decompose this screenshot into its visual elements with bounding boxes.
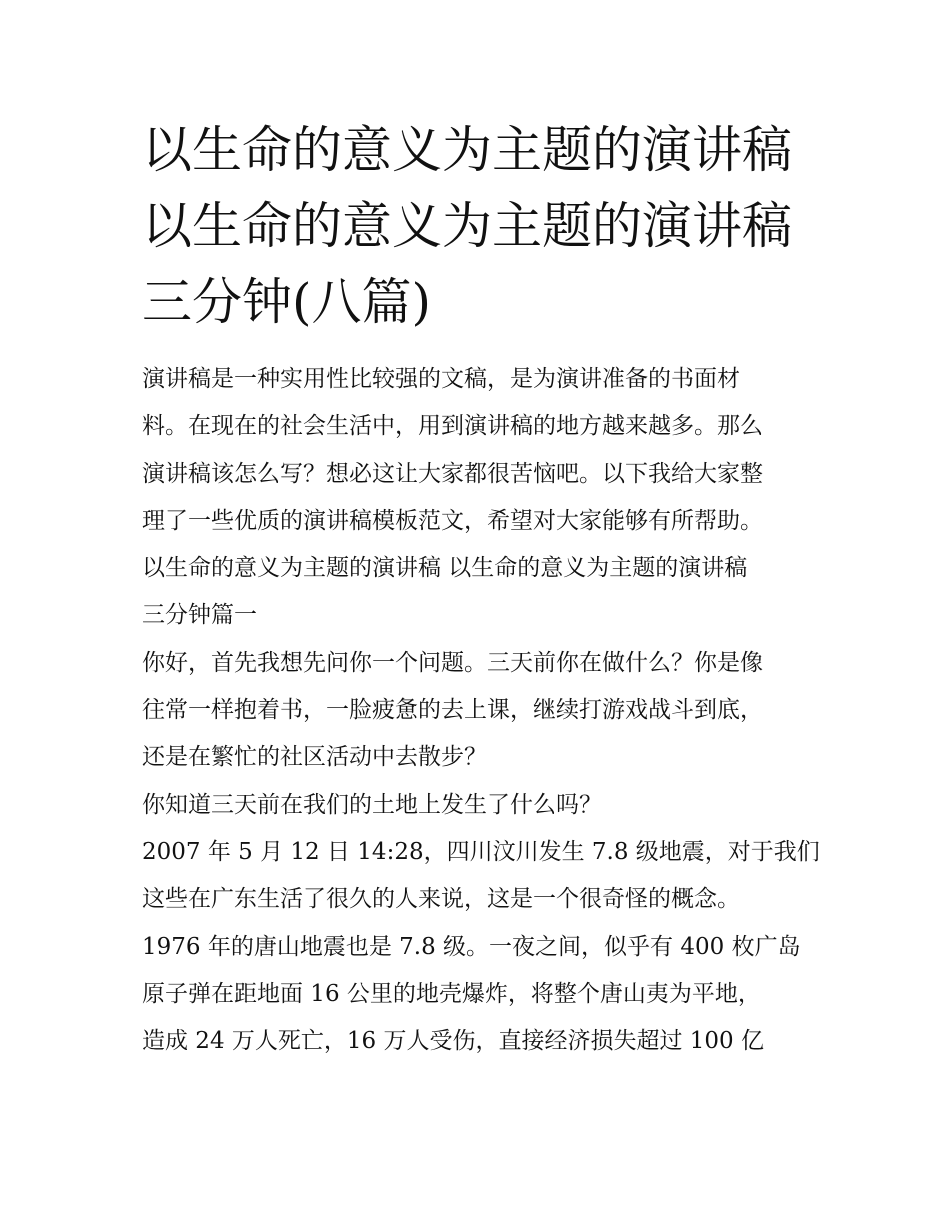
body-line: 料。在现在的社会生活中，用到演讲稿的地方越来越多。那么 — [142, 413, 763, 440]
document-title — [142, 112, 842, 340]
section-heading-line: 以生命的意义为主题的演讲稿 以生命的意义为主题的演讲稿 — [142, 555, 748, 582]
body-line: 演讲稿是一种实用性比较强的文稿，是为演讲准备的书面材 — [142, 366, 740, 392]
section-heading-line: 三分钟篇一 — [142, 602, 257, 629]
body-line: 往常一样抱着书，一脸疲惫的去上课，继续打游戏战斗到底， — [142, 697, 763, 724]
body-line: 你知道三天前在我们的土地上发生了什么吗？ — [142, 791, 602, 818]
body-line: 这些在广东生活了很久的人来说，这是一个很奇怪的概念。 — [142, 886, 740, 913]
document-body — [142, 356, 822, 1065]
body-line: 演讲稿该怎么写？想必这让大家都很苦恼吧。以下我给大家整 — [142, 460, 763, 487]
body-line: 2007 年 5 月 12 日 14:28，四川汶川发生 7.8 级地震，对于我们 — [142, 838, 820, 865]
body-line: 理了一些优质的演讲稿模板范文，希望对大家能够有所帮助。 — [142, 507, 763, 534]
body-line: 你好，首先我想先问你一个问题。三天前你在做什么？你是像 — [142, 649, 763, 676]
title-line: 以生命的意义为主题的演讲稿 — [142, 197, 792, 255]
title-line: 以生命的意义为主题的演讲稿 — [142, 121, 792, 179]
body-line: 原子弹在距地面 16 公里的地壳爆炸，将整个唐山夷为平地， — [142, 980, 761, 1007]
body-line: 1976 年的唐山地震也是 7.8 级。一夜之间，似乎有 400 枚广岛 — [142, 933, 801, 960]
body-line: 造成 24 万人死亡，16 万人受伤，直接经济损失超过 100 亿 — [142, 1028, 764, 1055]
title-line: 三分钟(八篇) — [142, 273, 432, 331]
body-line: 还是在繁忙的社区活动中去散步？ — [142, 744, 487, 771]
